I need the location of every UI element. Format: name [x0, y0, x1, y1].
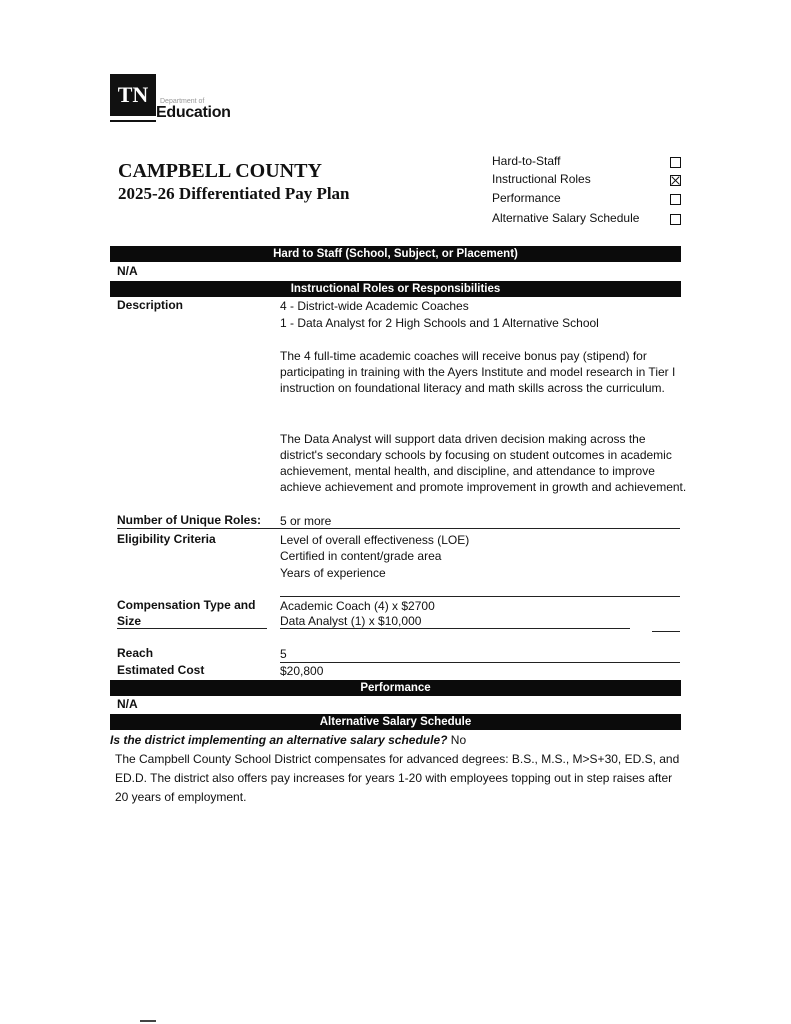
unique-roles-label: Number of Unique Roles: — [117, 513, 262, 527]
tn-logo-box: TN — [110, 74, 156, 116]
divider — [652, 631, 680, 632]
hard-to-staff-value: N/A — [117, 264, 138, 278]
page-mark — [140, 1020, 156, 1022]
estimated-cost-label: Estimated Cost — [117, 663, 205, 677]
performance-value: N/A — [117, 697, 138, 711]
divider — [280, 628, 630, 629]
checkbox-hard-to-staff — [670, 157, 681, 168]
checklist-label-performance: Performance — [492, 191, 561, 205]
checkbox-performance — [670, 194, 681, 205]
reach-value: 5 — [280, 647, 287, 661]
description-paragraph-analyst: The Data Analyst will support data driven decision making across the district's secondary schools by focusing on student outcomes in academic achievement, mental health, and discipline, and attendance to improve achieve achievement and promote improvement in growth and achievement. — [280, 432, 687, 494]
checkbox-alternative-salary — [670, 214, 681, 225]
logo-underline — [110, 120, 156, 122]
eligibility-line: Certified in content/grade area — [280, 549, 442, 563]
checklist-label-instructional-roles: Instructional Roles — [492, 172, 591, 186]
description-line: 1 - Data Analyst for 2 High Schools and 1 Alternative School — [280, 316, 599, 330]
section-header-hard-to-staff: Hard to Staff (School, Subject, or Placement) — [110, 246, 681, 262]
section-header-performance: Performance — [110, 680, 681, 696]
logo-department-text: Department of — [160, 98, 205, 105]
county-title: CAMPBELL COUNTY — [118, 160, 322, 182]
estimated-cost-value: $20,800 — [280, 664, 324, 678]
compensation-line: Academic Coach (4) x $2700 — [280, 599, 435, 613]
alternative-salary-description: The Campbell County School District compensates for advanced degrees: B.S., M.S., M>S+30, ED.S, and ED.D. The district also offers pay increases for years 1-20 with employees topping out in step raises after 20 years of employment. — [115, 752, 680, 804]
description-paragraph-coaches: The 4 full-time academic coaches will receive bonus pay (stipend) for participating in training with the Ayers Institute and model research in Tier I instruction on foundational literacy and math skills across the curriculum. — [280, 349, 676, 395]
reach-label: Reach — [117, 646, 154, 660]
divider — [280, 662, 680, 663]
checklist-label-alternative-salary: Alternative Salary Schedule — [492, 211, 640, 225]
compensation-label: Compensation Type and — [117, 598, 256, 612]
compensation-line: Data Analyst (1) x $10,000 — [280, 614, 422, 628]
checklist-label-hard-to-staff: Hard-to-Staff — [492, 154, 561, 168]
eligibility-label: Eligibility Criteria — [117, 532, 216, 546]
alternative-question — [110, 733, 466, 747]
alternative-question-text: Is the district implementing an alternative salary schedule? — [110, 733, 448, 747]
alternative-answer: No — [450, 733, 467, 747]
description-line: 4 - District-wide Academic Coaches — [280, 299, 469, 313]
logo-education-text: Education — [156, 104, 231, 121]
checkbox-instructional-roles-checked — [670, 175, 681, 186]
unique-roles-value: 5 or more — [280, 514, 332, 528]
divider — [117, 528, 680, 529]
divider — [117, 628, 267, 629]
compensation-label-size: Size — [117, 614, 142, 628]
section-header-instructional-roles: Instructional Roles or Responsibilities — [110, 281, 681, 297]
section-header-alternative-salary: Alternative Salary Schedule — [110, 714, 681, 730]
description-label: Description — [117, 298, 184, 312]
eligibility-line: Level of overall effectiveness (LOE) — [280, 533, 470, 547]
plan-title: 2025-26 Differentiated Pay Plan — [118, 184, 350, 203]
eligibility-line: Years of experience — [280, 566, 386, 580]
divider — [280, 596, 680, 597]
